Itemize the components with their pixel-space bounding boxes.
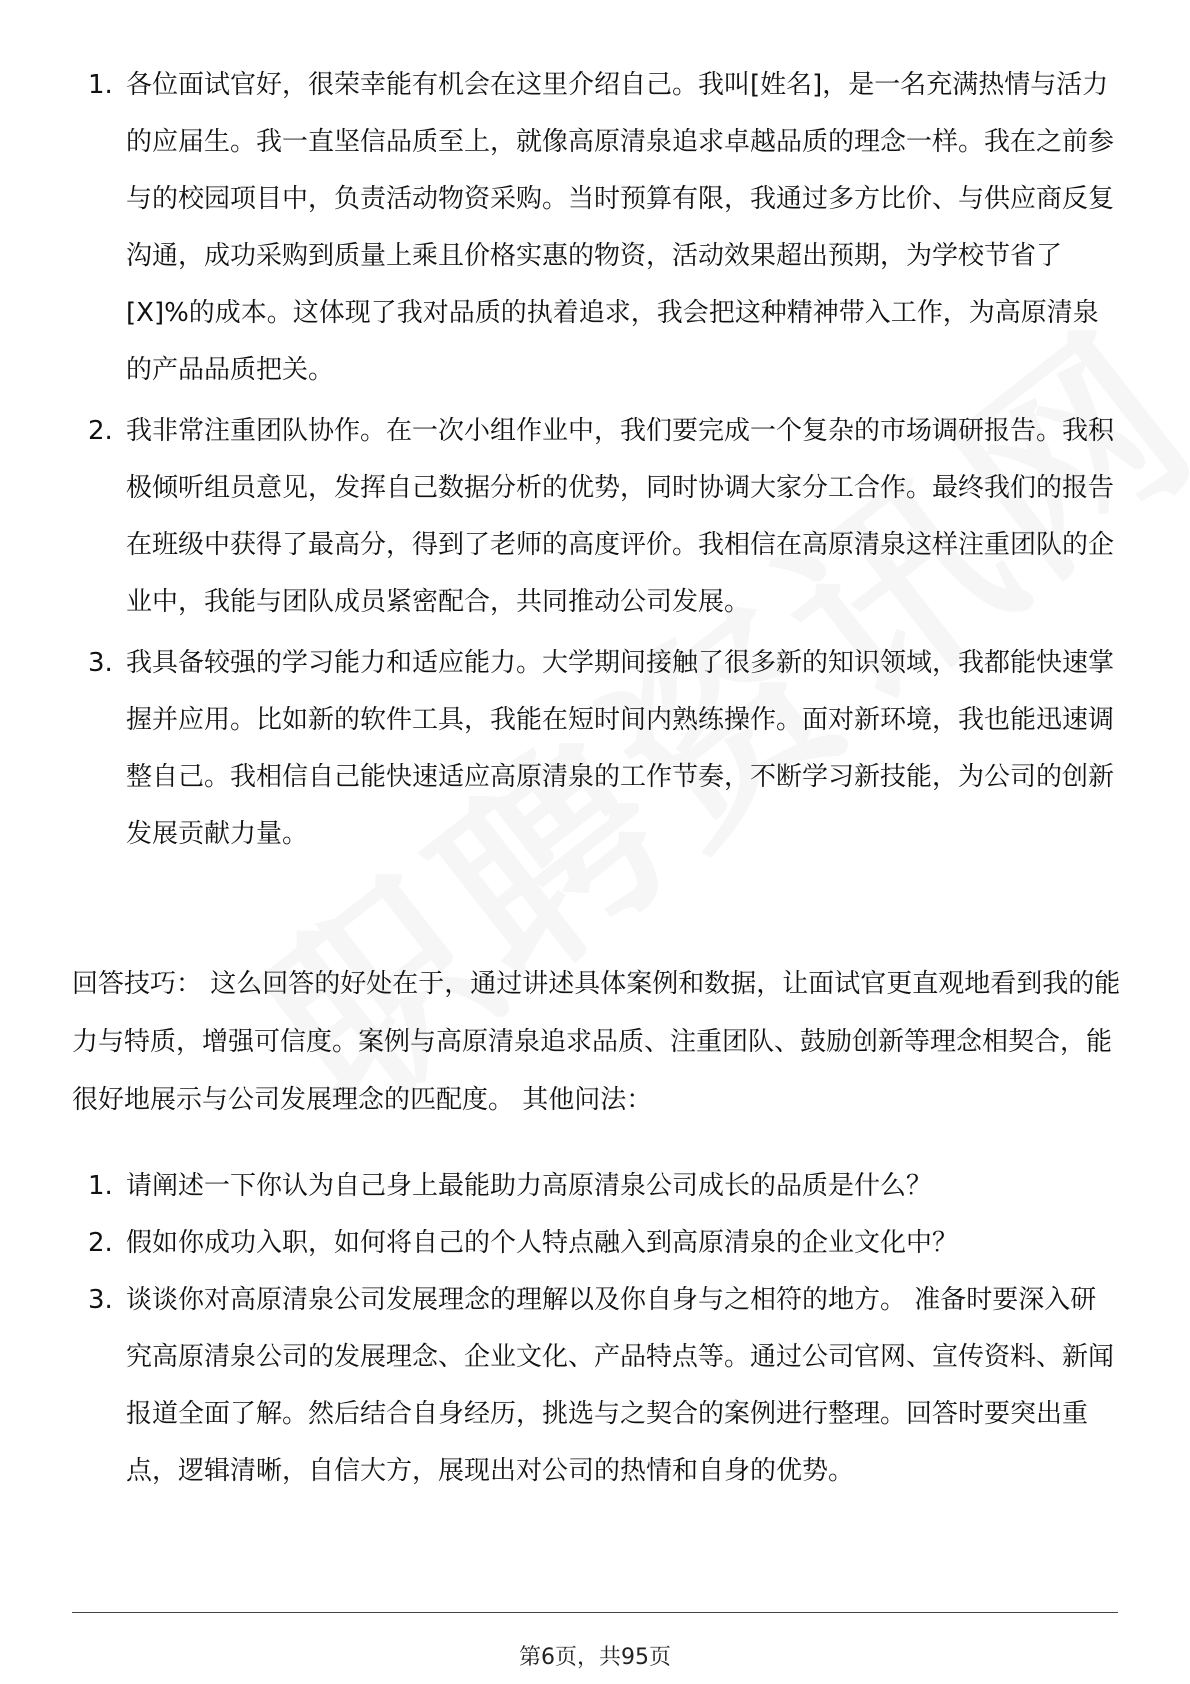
other-questions-list xyxy=(76,1158,1116,1500)
list-item-number: 2. xyxy=(88,1228,113,1258)
footer-divider xyxy=(72,1612,1118,1613)
list-item-text: 假如你成功入职，如何将自己的个人特点融入到高原清泉的企业文化中？ xyxy=(126,1228,959,1258)
list-item-text: 请阐述一下你认为自己身上最能助力高原清泉公司成长的品质是什么？ xyxy=(126,1171,933,1201)
list-item-number: 3. xyxy=(88,1285,113,1315)
list-item xyxy=(76,635,1116,863)
list-item-text: 我非常注重团队协作。在一次小组作业中，我们要完成一个复杂的市场调研报告。我积极倾听组员意见，发挥自己数据分析的优势，同时协调大家分工合作。最终我们的报告在班级中获得了最高分，得到了老师的高度评价。我相信在高原清泉这样注重团队的企业中，我能与团队成员紧密配合，共同推动公司发展。 xyxy=(126,416,1115,617)
list-item xyxy=(76,57,1116,399)
list-item-text: 各位面试官好，很荣幸能有机会在这里介绍自己。我叫[姓名]，是一名充满热情与活力的应届生。我一直坚信品质至上，就像高原清泉追求卓越品质的理念一样。我在之前参与的校园项目中，负责活动物资采购。当时预算有限，我通过多方比价、与供应商反复沟通，成功采购到质量上乘且价格实惠的物资，活动效果超出预期，为学校节省了[X]%的成本。这体现了我对品质的执着追求，我会把这种精神带入工作，为高原清泉的产品品质把关。 xyxy=(126,70,1115,385)
tips-paragraph: 回答技巧： 这么回答的好处在于，通过讲述具体案例和数据，让面试官更直观地看到我的能力与特质，增强可信度。案例与高原清泉追求品质、注重团队、鼓励创新等理念相契合，能很好地展示与公司发展理念的匹配度。 其他问法： xyxy=(72,969,1121,1115)
list-item xyxy=(76,403,1116,631)
list-item-text: 我具备较强的学习能力和适应能力。大学期间接触了很多新的知识领域，我都能快速掌握并应用。比如新的软件工具，我能在短时间内熟练操作。面对新环境，我也能迅速调整自己。我相信自己能快速适应高原清泉的工作节奏，不断学习新技能，为公司的创新发展贡献力量。 xyxy=(126,648,1115,849)
page-number: 第6页，共95页 xyxy=(519,1645,671,1670)
list-item-number: 1. xyxy=(88,70,113,100)
list-item-number: 1. xyxy=(88,1171,113,1201)
list-item xyxy=(76,1158,1116,1215)
list-item-number: 3. xyxy=(88,648,113,678)
answer-list xyxy=(76,57,1116,867)
list-item-number: 2. xyxy=(88,416,113,446)
list-item xyxy=(76,1215,1116,1272)
list-item-text: 谈谈你对高原清泉公司发展理念的理解以及你自身与之相符的地方。 准备时要深入研究高原清泉公司的发展理念、企业文化、产品特点等。通过公司官网、宣传资料、新闻报道全面了解。然后结合自身经历，挑选与之契合的案例进行整理。回答时要突出重点，逻辑清晰，自信大方，展现出对公司的热情和自身的优势。 xyxy=(126,1285,1115,1486)
list-item xyxy=(76,1272,1116,1500)
